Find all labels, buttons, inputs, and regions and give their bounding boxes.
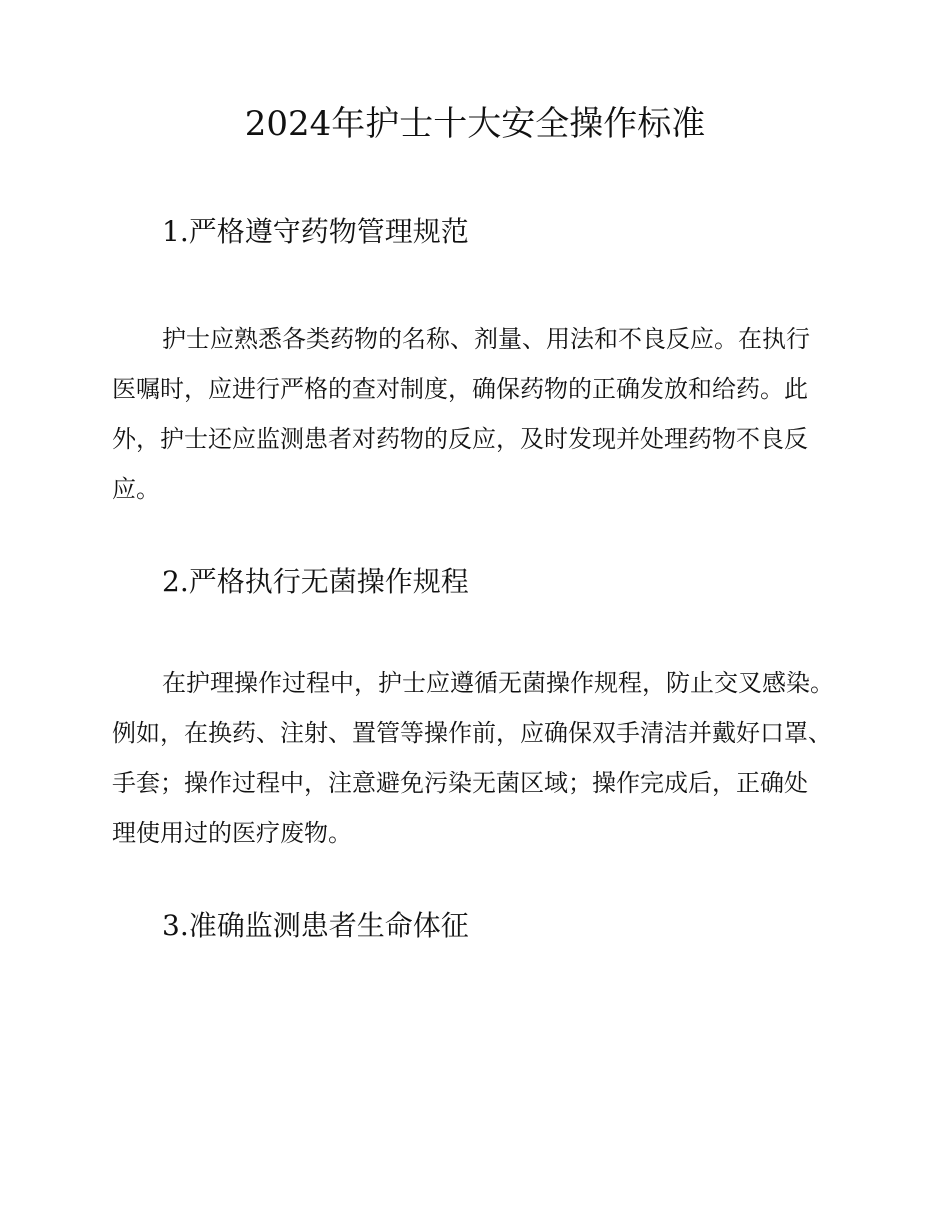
section-paragraph-1	[112, 314, 872, 514]
document-title: 2024年护士十大安全操作标准	[244, 104, 706, 144]
paragraph-line: 手套；操作过程中，注意避免污染无菌区域；操作完成后，正确处	[112, 769, 808, 797]
section-heading-2: 2.严格执行无菌操作规程	[162, 565, 469, 598]
paragraph-line: 理使用过的医疗废物。	[112, 819, 352, 847]
paragraph-line: 医嘱时，应进行严格的查对制度，确保药物的正确发放和给药。此	[112, 375, 808, 403]
paragraph-line: 外，护士还应监测患者对药物的反应，及时发现并处理药物不良反	[112, 425, 808, 453]
paragraph-line: 护士应熟悉各类药物的名称、剂量、用法和不良反应。在执行	[162, 325, 810, 353]
section-paragraph-2	[112, 658, 872, 858]
paragraph-line: 例如，在换药、注射、置管等操作前，应确保双手清洁并戴好口罩、	[112, 719, 832, 747]
section-heading-1: 1.严格遵守药物管理规范	[162, 215, 469, 248]
section-heading-3: 3.准确监测患者生命体征	[162, 909, 469, 942]
paragraph-line: 应。	[112, 475, 160, 503]
paragraph-line: 在护理操作过程中，护士应遵循无菌操作规程，防止交叉感染。	[162, 669, 834, 697]
